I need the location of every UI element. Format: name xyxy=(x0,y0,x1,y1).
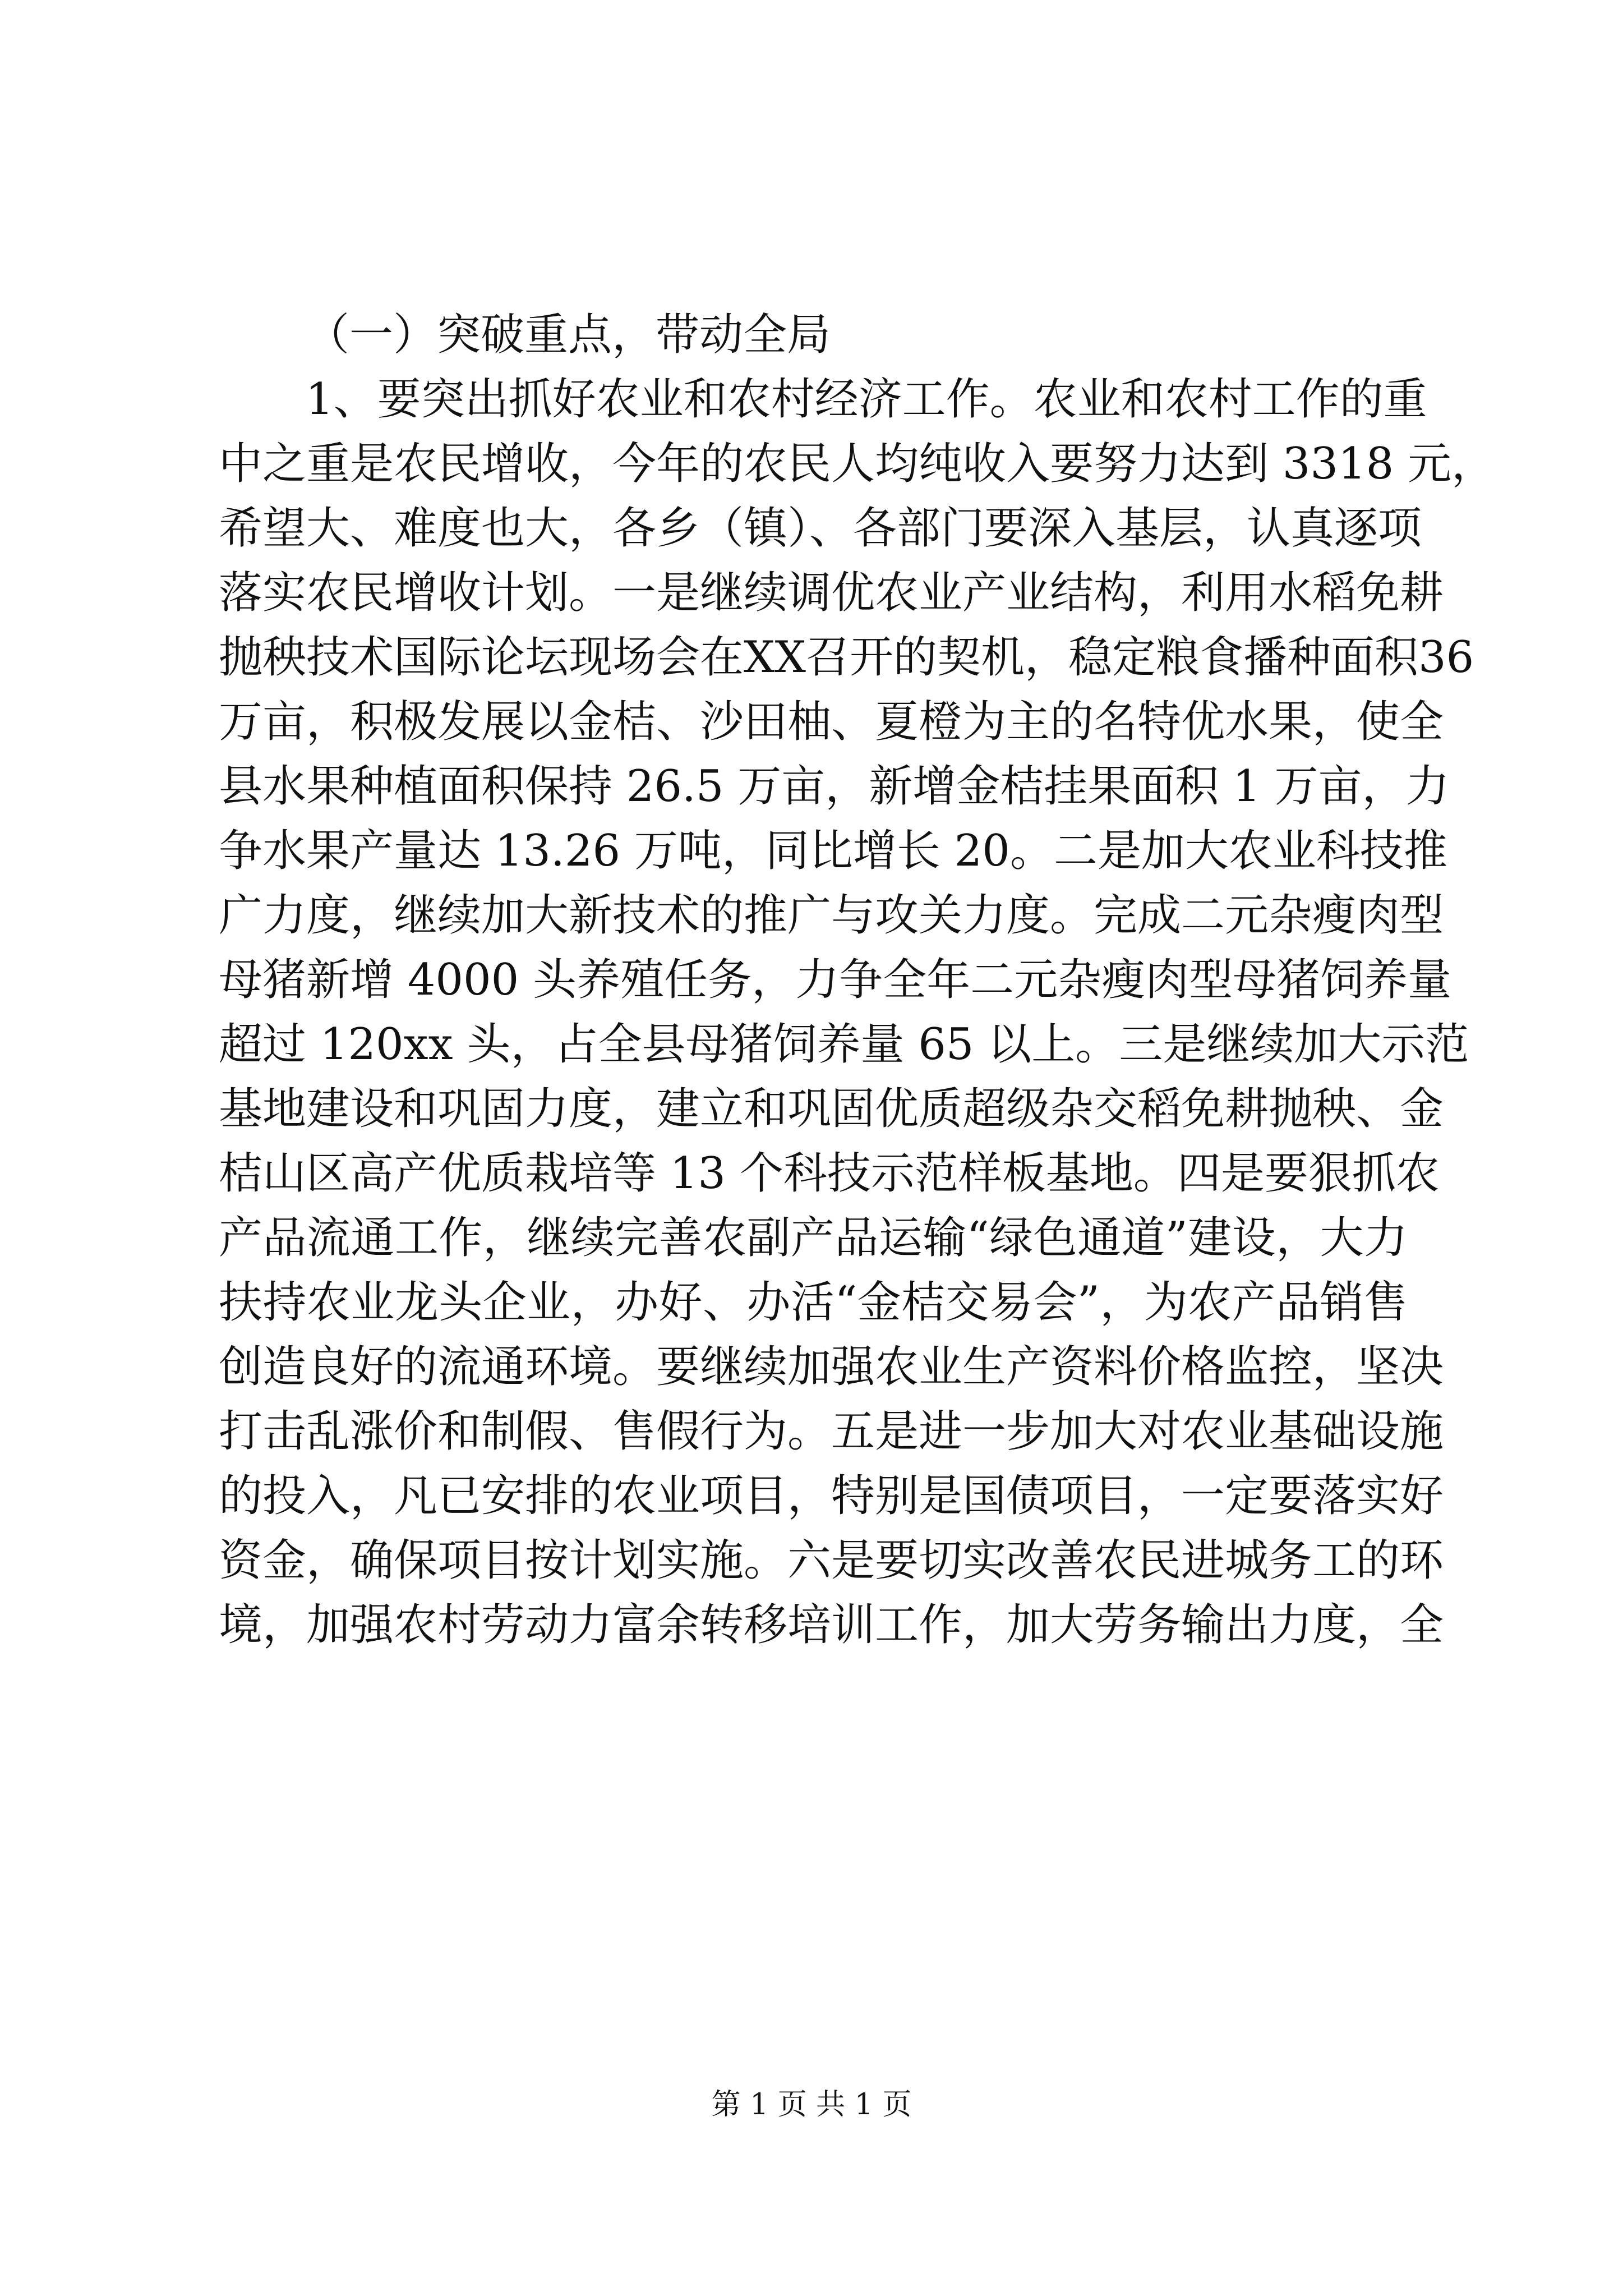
paragraph-line: 希望大、难度也大，各乡（镇）、各部门要深入基层，认真逐项 xyxy=(219,503,1422,554)
paragraph-line: 万亩，积极发展以金桔、沙田柚、夏橙为主的名特优水果，使全 xyxy=(219,697,1444,747)
paragraph-line: 抛秧技术国际论坛现场会在XX召开的契机，稳定粮食播种面积36 xyxy=(219,632,1474,683)
paragraph-line: 超过 120xx 头，占全县母猪饲养量 65 以上。三是继续加大示范 xyxy=(219,1019,1469,1070)
paragraph-line: 基地建设和巩固力度，建立和巩固优质超级杂交稻免耕抛秧、金 xyxy=(219,1084,1444,1134)
paragraph-line: 境，加强农村劳动力富余转移培训工作，加大劳务输出力度，全 xyxy=(219,1600,1444,1650)
section-heading: （一）突破重点，带动全局 xyxy=(306,310,831,360)
page-footer: 第 1 页 共 1 页 xyxy=(711,2088,912,2122)
paragraph-line: 争水果产量达 13.26 万吨，同比增长 20。二是加大农业科技推 xyxy=(219,826,1447,876)
paragraph-line: 扶持农业龙头企业，办好、办活“金桔交易会”，为农产品销售 xyxy=(219,1277,1408,1328)
paragraph-line: 中之重是农民增收，今年的农民人均纯收入要努力达到 3318 元， xyxy=(219,439,1496,489)
paragraph-line: 1、要突出抓好农业和农村经济工作。农业和农村工作的重 xyxy=(306,374,1427,425)
paragraph-line: 的投入，凡已安排的农业项目，特别是国债项目，一定要落实好 xyxy=(219,1471,1444,1521)
paragraph-line: 县水果种植面积保持 26.5 万亩，新增金桔挂果面积 1 万亩，力 xyxy=(219,761,1450,812)
paragraph-line: 资金，确保项目按计划实施。六是要切实改善农民进城务工的环 xyxy=(219,1535,1444,1586)
paragraph-line: 母猪新增 4000 头养殖任务，力争全年二元杂瘦肉型母猪饲养量 xyxy=(219,955,1452,1005)
paragraph-line: 产品流通工作，继续完善农副产品运输“绿色通道”建设，大力 xyxy=(219,1213,1408,1263)
paragraph-line: 广力度，继续加大新技术的推广与攻关力度。完成二元杂瘦肉型 xyxy=(219,890,1444,941)
paragraph-line: 创造良好的流通环境。要继续加强农业生产资料价格监控，坚决 xyxy=(219,1342,1444,1392)
paragraph-line: 桔山区高产优质栽培等 13 个科技示范样板基地。四是要狠抓农 xyxy=(219,1148,1440,1199)
paragraph-line: 打击乱涨价和制假、售假行为。五是进一步加大对农业基础设施 xyxy=(219,1406,1444,1457)
paragraph-line: 落实农民增收计划。一是继续调优农业产业结构，利用水稻免耕 xyxy=(219,568,1444,618)
